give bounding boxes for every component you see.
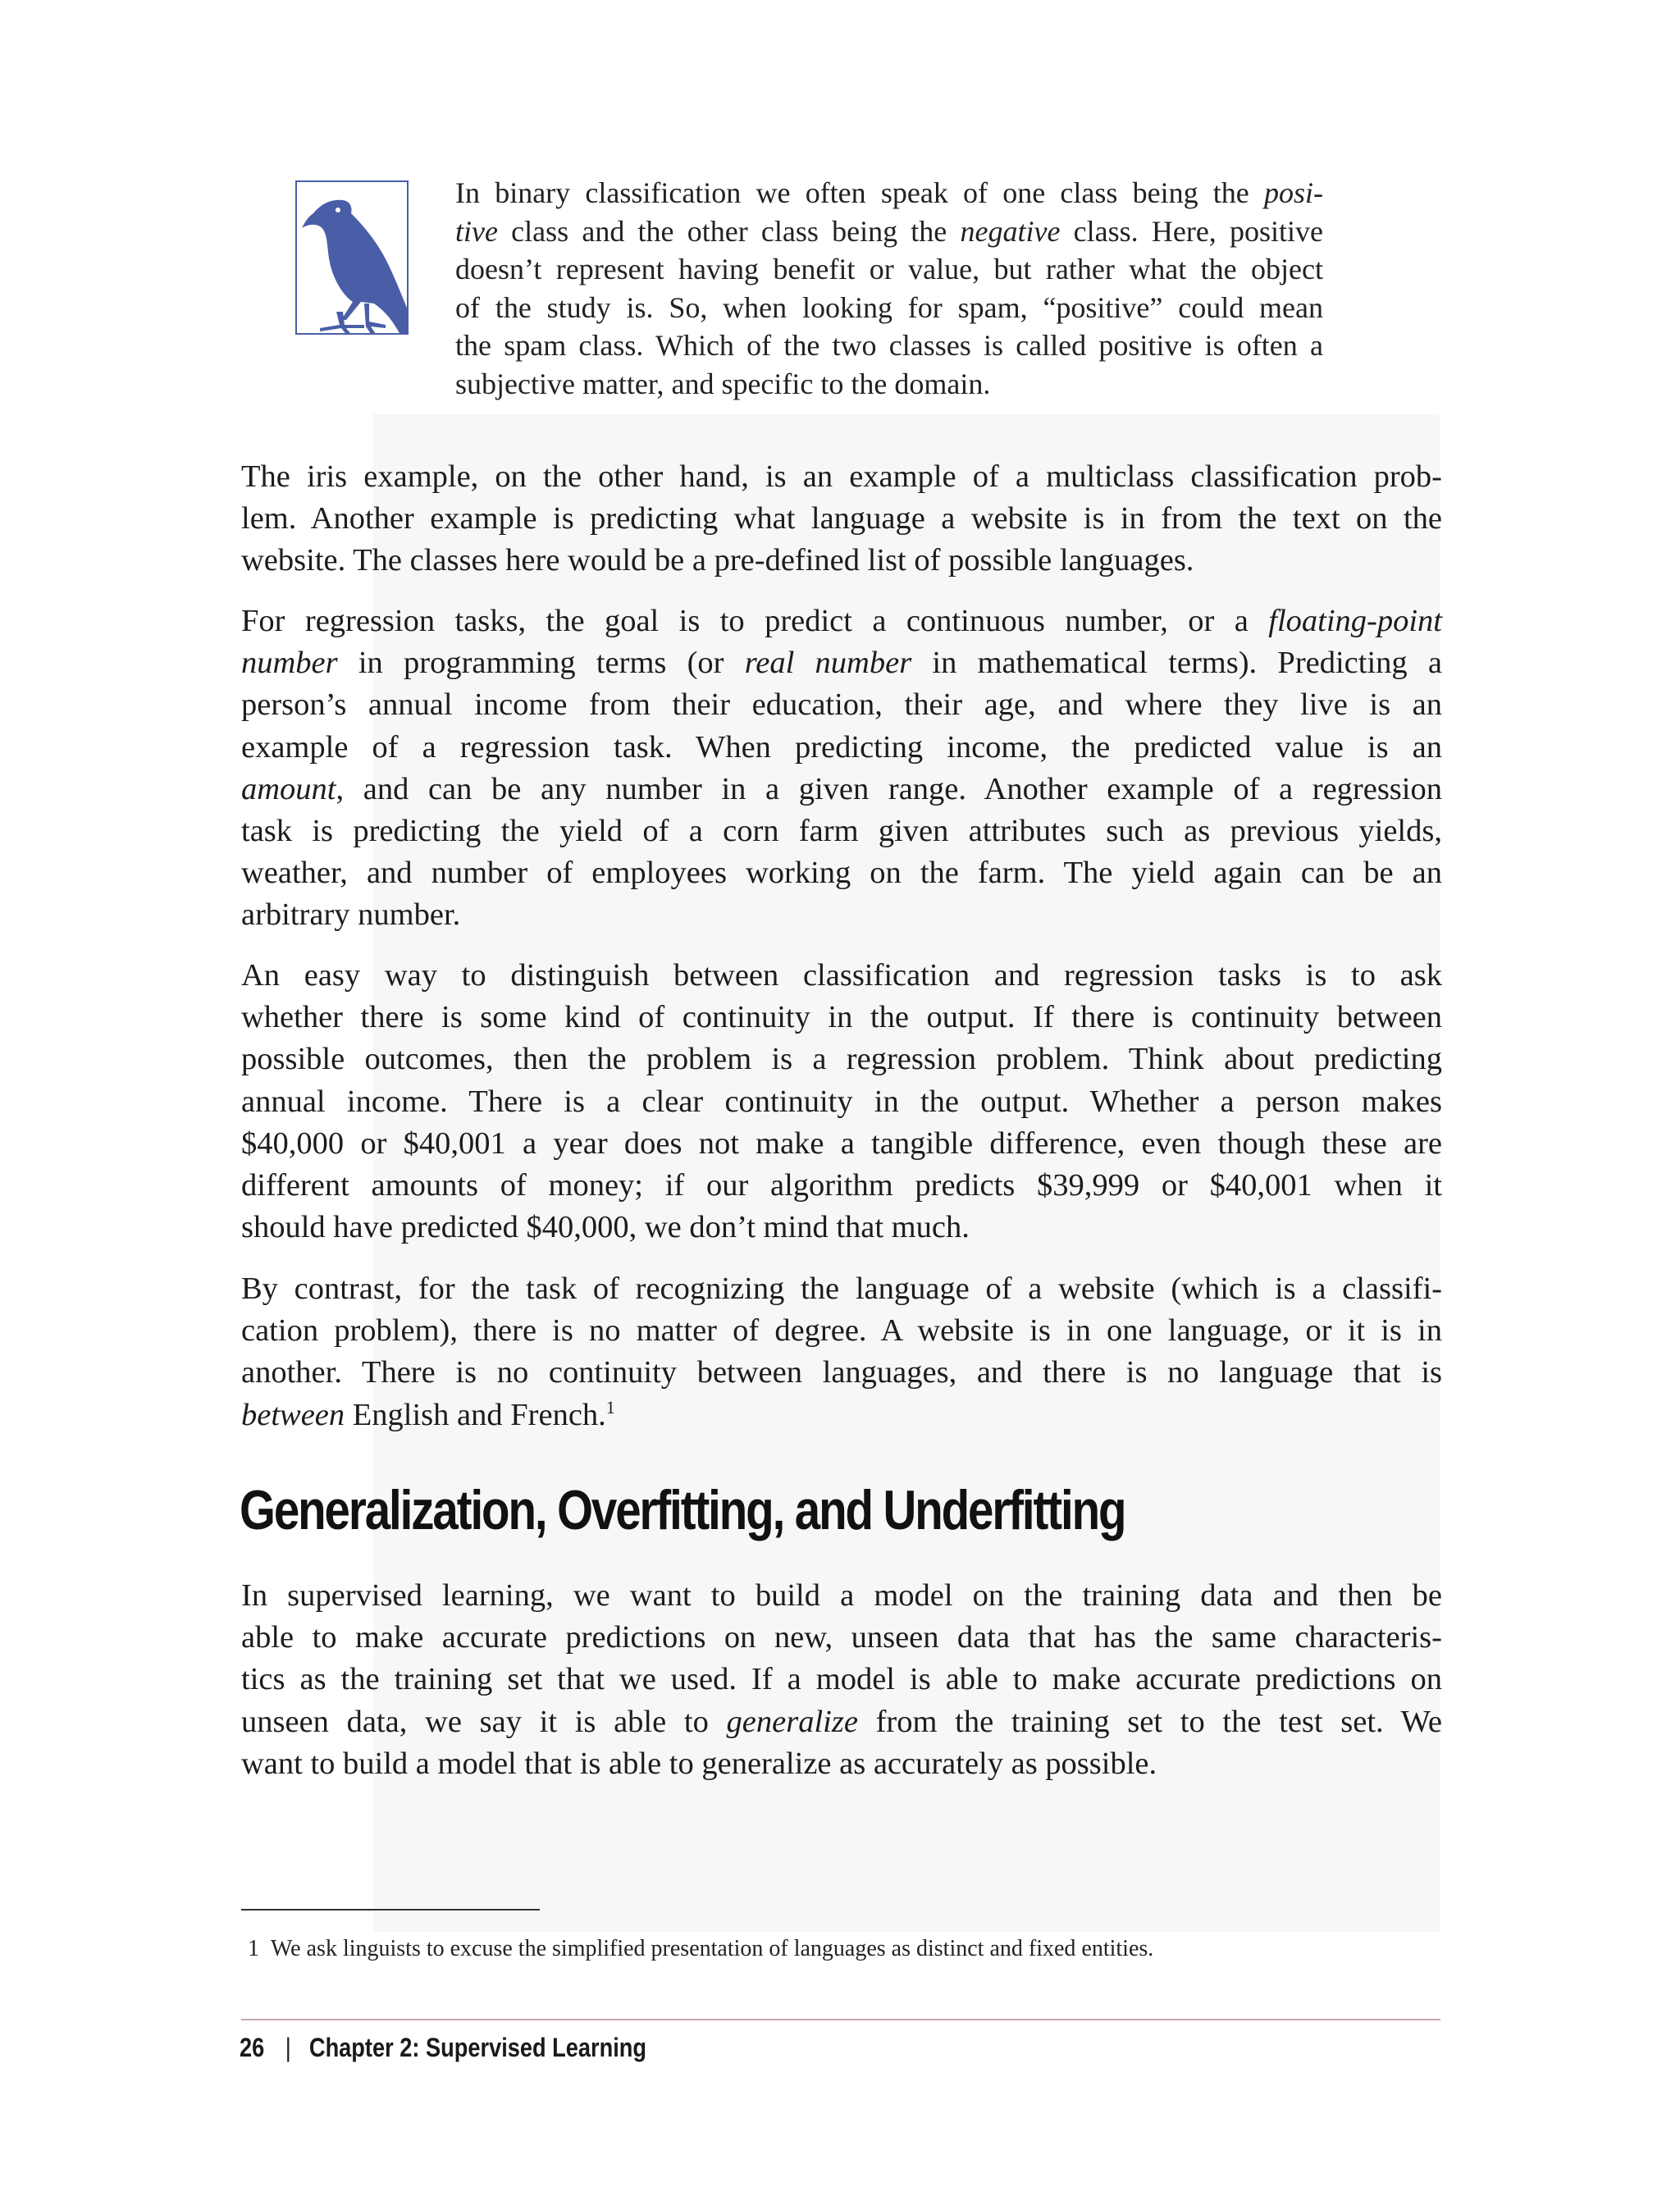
footnote-number: 1 [248,1936,259,1961]
text-line: example of a regression task. When predicting income, the predicted value is an [241,729,1442,765]
text-line: arbitrary number. [241,897,461,933]
text-line: unseen data, we say it is able to generalize from the training set to the test set. We [241,1704,1443,1739]
text-line: the spam class. Which of the two classes is called positive is often a [455,329,1323,362]
emphasis-text: posi- [1264,176,1323,209]
emphasis-text: between [241,1397,345,1432]
paragraph [241,600,1442,937]
text-line: doesn’t represent having benefit or value, but rather what the object [455,253,1323,285]
footnote-text: We ask linguists to excuse the simplified presentation of languages as distinct and fixed entities. [271,1936,1154,1961]
paragraph [241,1268,1442,1436]
page-footer [240,2033,646,2063]
text-line: subjective matter, and specific to the domain. [455,367,991,400]
paragraph [241,456,1442,582]
emphasis-text: number [241,646,338,681]
text-line: between English and French.$^1$ [241,1396,615,1432]
text-line: possible outcomes, then the problem is a regression problem. Think about predicting [241,1042,1442,1077]
emphasis-text: floating-point [1268,604,1442,638]
text-line: website. The classes here would be a pre-defined list of possible languages. [241,543,1194,578]
text-line: should have predicted $40,000, we don’t mind that much. [241,1210,970,1245]
footer-divider [241,2019,1440,2020]
text-line: person’s annual income from their education, their age, and where they live is an [241,687,1442,723]
emphasis-text: tive [455,214,498,248]
text-line: different amounts of money; if our algorithm predicts $39,999 or $40,001 when it [241,1168,1442,1203]
emphasis-text: generalize [726,1704,858,1739]
footnote [241,1934,1439,1964]
text-line: An easy way to distinguish between classification and regression tasks is to ask [241,958,1442,993]
text-line: want to build a model that is able to generalize as accurately as possible. [241,1746,1157,1781]
footer-separator: | [285,2033,291,2062]
text-line: The iris example, on the other hand, is an example of a multiclass classification prob- [241,459,1442,494]
crow-icon [295,180,409,335]
text-line: tive class and the other class being the negative class. Here, positive [455,214,1323,248]
text-line: For regression tasks, the goal is to predict a continuous number, or a floating-point [241,604,1442,638]
page-number: 26 [240,2033,265,2062]
text-line: number in programming terms (or real number in mathematical terms). Predicting a [241,646,1442,681]
emphasis-text: real number [744,646,912,681]
text-line: cation problem), there is no matter of degree. A website is in one language, or it is in [241,1313,1442,1349]
text-line: of the study is. So, when looking for spam, “positive” could mean [455,290,1323,324]
text-line: tics as the training set that we used. If a model is able to make accurate predictions on [241,1662,1442,1697]
text-line: weather, and number of employees working on the farm. The yield again can be an [241,856,1442,891]
text-line: $40,000 or $40,001 a year does not make a tangible difference, even though these are [241,1125,1442,1161]
paragraph [241,1575,1442,1785]
text-line: lem. Another example is predicting what language a website is in from the text on the [241,501,1442,536]
text-line: task is predicting the yield of a corn farm given attributes such as previous yields, [241,814,1442,849]
footnote-ref[interactable]: 1 [605,1396,615,1418]
text-line: In supervised learning, we want to build a model on the training data and then be [241,1578,1442,1613]
text-line: By contrast, for the task of recognizing the language of a website (which is a classifi- [241,1271,1442,1306]
emphasis-text: amount [241,771,336,806]
text-line: able to make accurate predictions on new, unseen data that has the same characteris- [241,1620,1442,1655]
note-text [455,174,1323,403]
text-line: whether there is some kind of continuity in the output. If there is continuity between [241,1000,1442,1035]
section-heading: Generalization, Overfitting, and Underfitting [240,1479,1125,1541]
chapter-title: Chapter 2: Supervised Learning [308,2033,647,2062]
footnote-divider [241,1909,540,1911]
text-line: annual income. There is a clear continuity in the output. Whether a person makes [241,1084,1442,1119]
paragraph [241,955,1442,1249]
emphasis-text: negative [960,214,1061,248]
text-line: amount, and can be any number in a given range. Another example of a regression [241,771,1442,806]
text-line: another. There is no continuity between languages, and there is no language that is [241,1355,1442,1390]
text-line: In binary classification we often speak of one class being the posi- [455,176,1323,209]
